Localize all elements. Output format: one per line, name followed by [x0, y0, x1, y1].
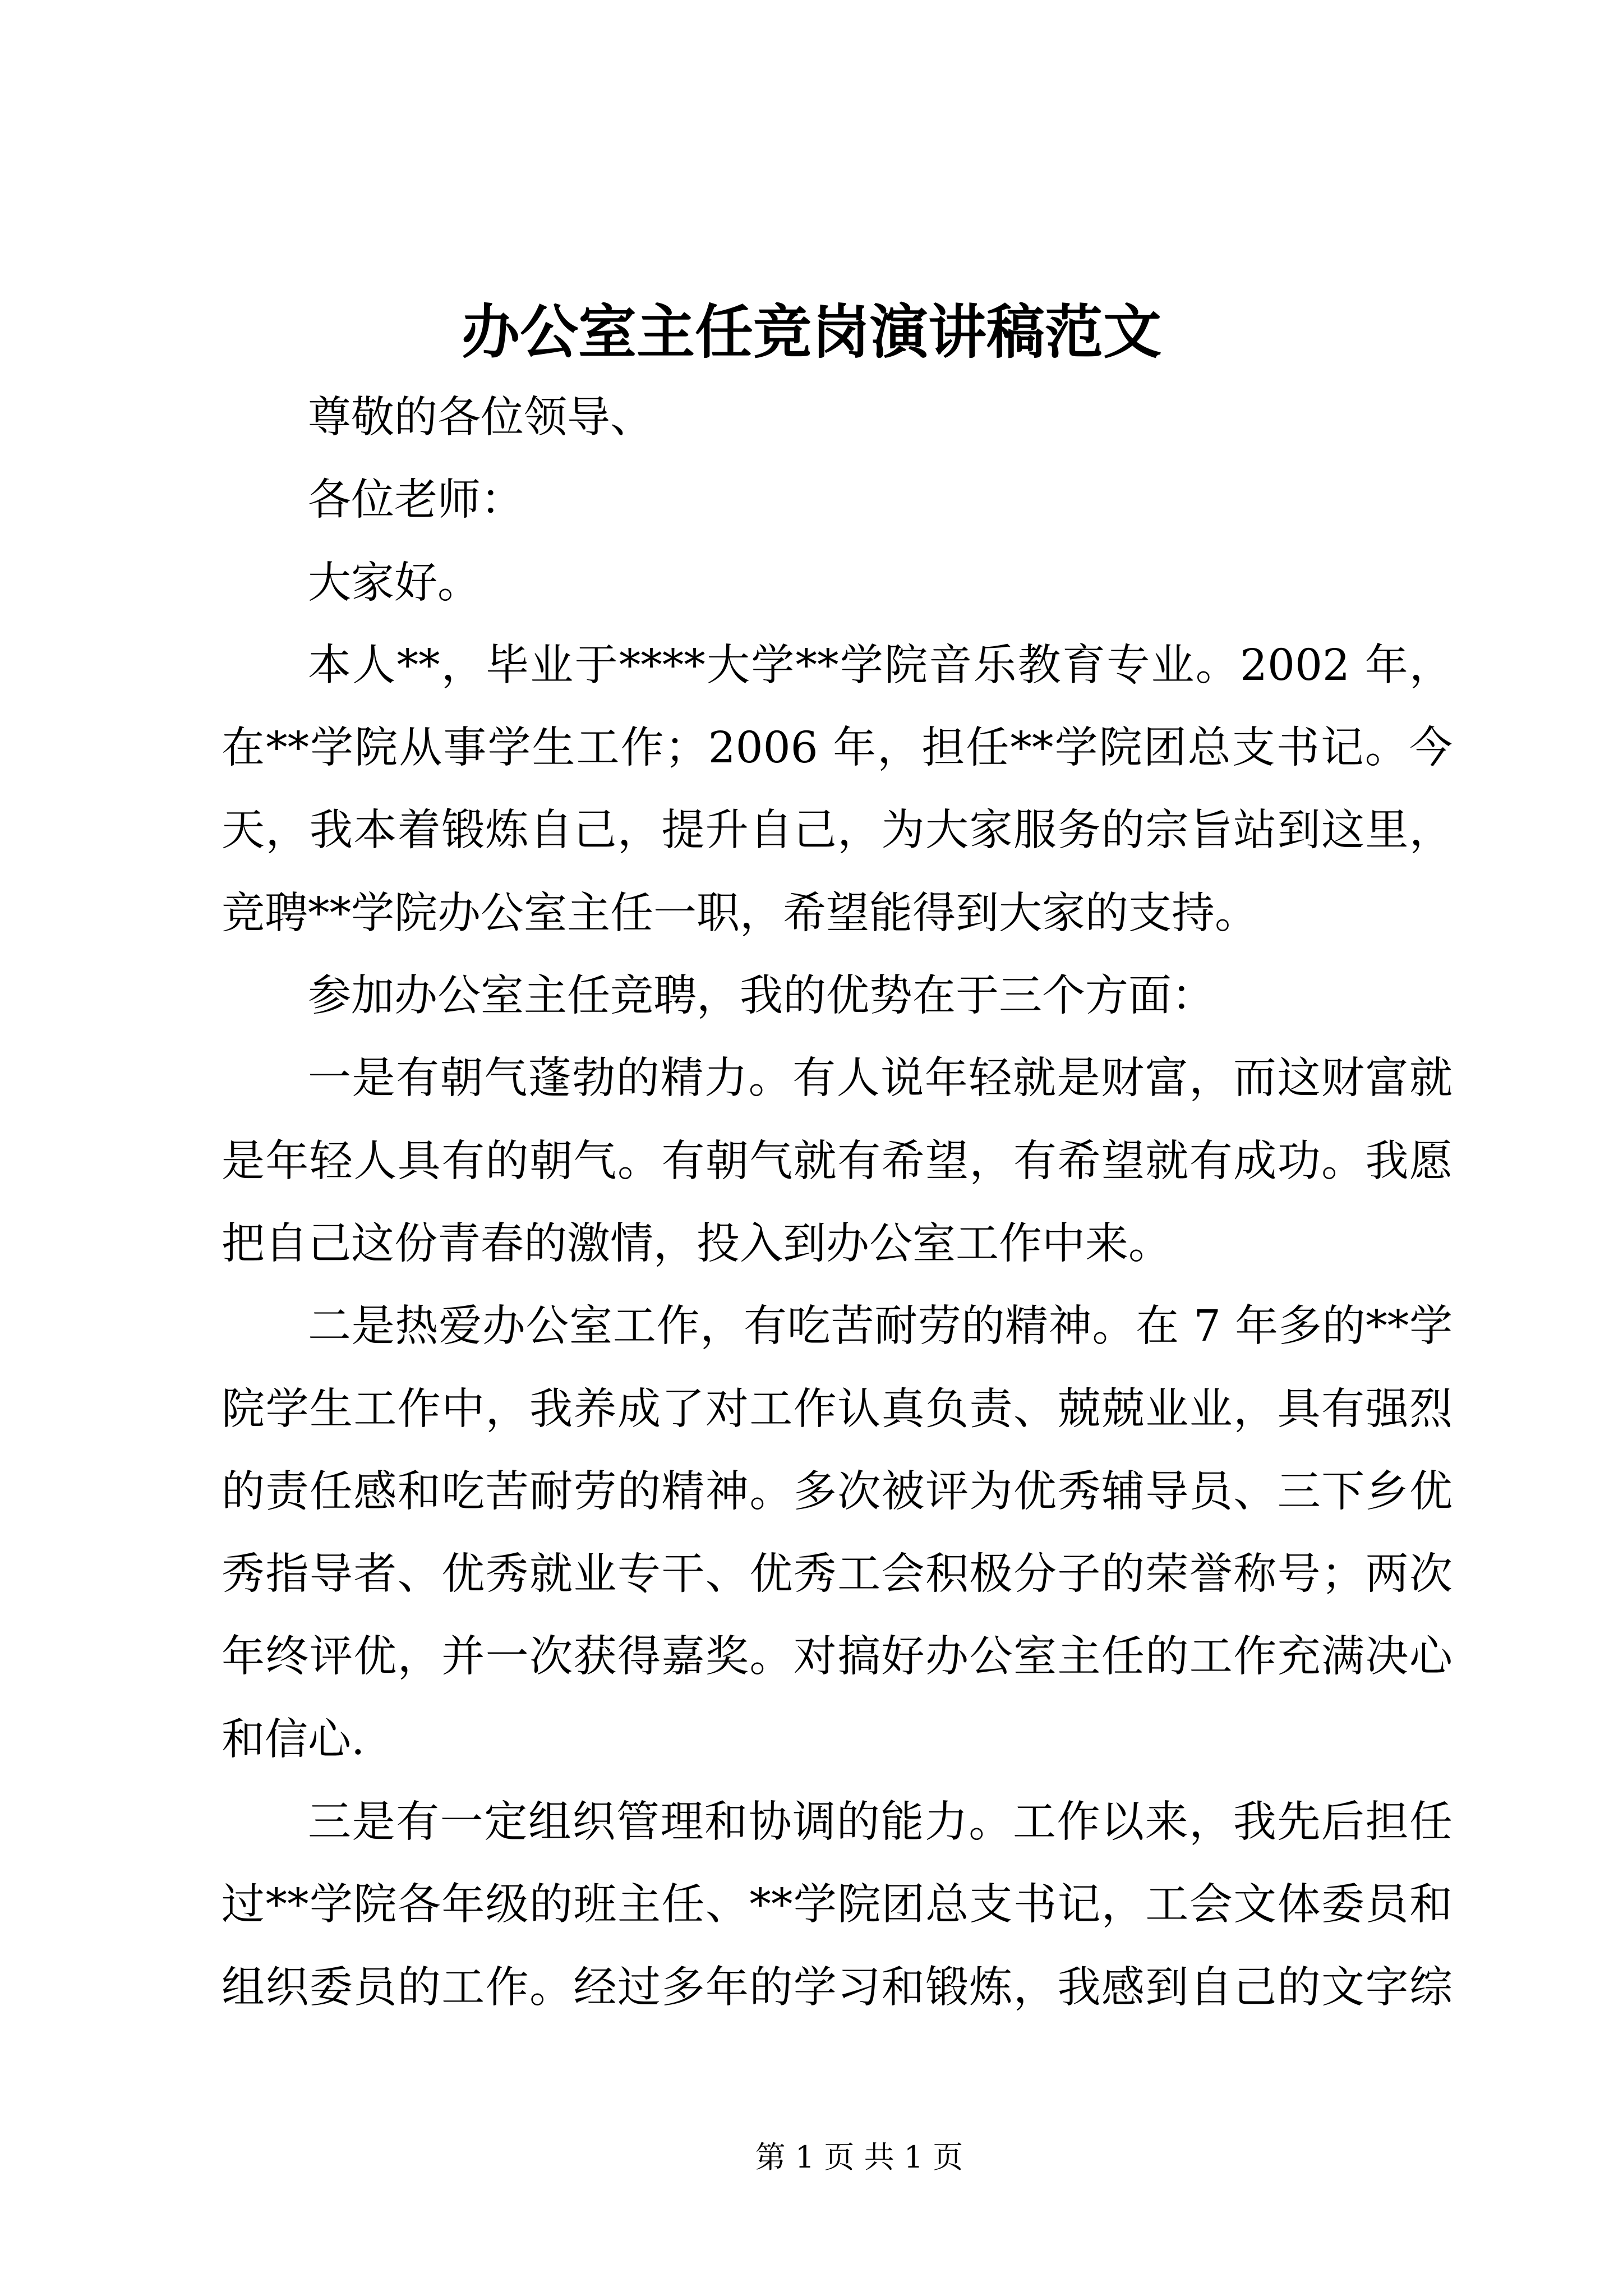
paragraph-line: 参加办公室主任竞聘，我的优势在于三个方面： [308, 971, 1215, 1022]
page-number-footer: 第 1 页 共 1 页 [755, 2141, 963, 2174]
document-title: 办公室主任竞岗演讲稿范文 [461, 297, 1161, 366]
paragraph-line: 过**学院各年级的班主任、**学院团总支书记，工会文体委员和 [222, 1880, 1453, 1930]
salutation-paragraph [222, 376, 1453, 459]
advantage-one-paragraph [222, 1037, 1453, 1285]
paragraph-line: 年终评优，并一次获得嘉奖。对搞好办公室主任的工作充满决心 [222, 1632, 1453, 1682]
paragraph-line: 把自己这份青春的激情，投入到办公室工作中来。 [222, 1218, 1172, 1269]
paragraph-line: 院学生工作中，我养成了对工作认真负责、兢兢业业，具有强烈 [222, 1384, 1453, 1434]
paragraph-line: 秀指导者、优秀就业专干、优秀工会积极分子的荣誉称号；两次 [222, 1549, 1453, 1600]
paragraph-line: 各位老师： [308, 475, 524, 526]
greeting-paragraph [222, 542, 1453, 624]
audience-paragraph [222, 459, 1453, 541]
paragraph-line: 大家好。 [308, 558, 481, 608]
paragraph-line: 组织委员的工作。经过多年的学习和锻炼，我感到自己的文字综 [222, 1962, 1453, 2013]
paragraph-line: 本人**，毕业于****大学**学院音乐教育专业。2002 年， [308, 640, 1453, 691]
paragraph-line: 一是有朝气蓬勃的精力。有人说年轻就是财富，而这财富就 [308, 1053, 1453, 1104]
paragraph-line: 的责任感和吃苦耐劳的精神。多次被评为优秀辅导员、三下乡优 [222, 1466, 1453, 1517]
advantage-two-paragraph [222, 1285, 1453, 1781]
paragraph-line: 二是热爱办公室工作，有吃苦耐劳的精神。在 7 年多的**学 [308, 1301, 1453, 1352]
self-introduction-paragraph [222, 624, 1453, 955]
paragraph-line: 在**学院从事学生工作；2006 年，担任**学院团总支书记。今 [222, 723, 1453, 774]
advantage-three-paragraph [222, 1781, 1453, 2029]
paragraph-line: 和信心. [222, 1714, 365, 1765]
paragraph-line: 尊敬的各位领导、 [308, 393, 653, 443]
paragraph-line: 三是有一定组织管理和协调的能力。工作以来，我先后担任 [308, 1797, 1453, 1848]
advantages-intro-paragraph [222, 955, 1453, 1037]
document-body [222, 376, 1453, 2029]
paragraph-line: 竞聘**学院办公室主任一职，希望能得到大家的支持。 [222, 888, 1258, 938]
paragraph-line: 是年轻人具有的朝气。有朝气就有希望，有希望就有成功。我愿 [222, 1136, 1453, 1186]
paragraph-line: 天，我本着锻炼自己，提升自己，为大家服务的宗旨站到这里， [222, 806, 1453, 856]
